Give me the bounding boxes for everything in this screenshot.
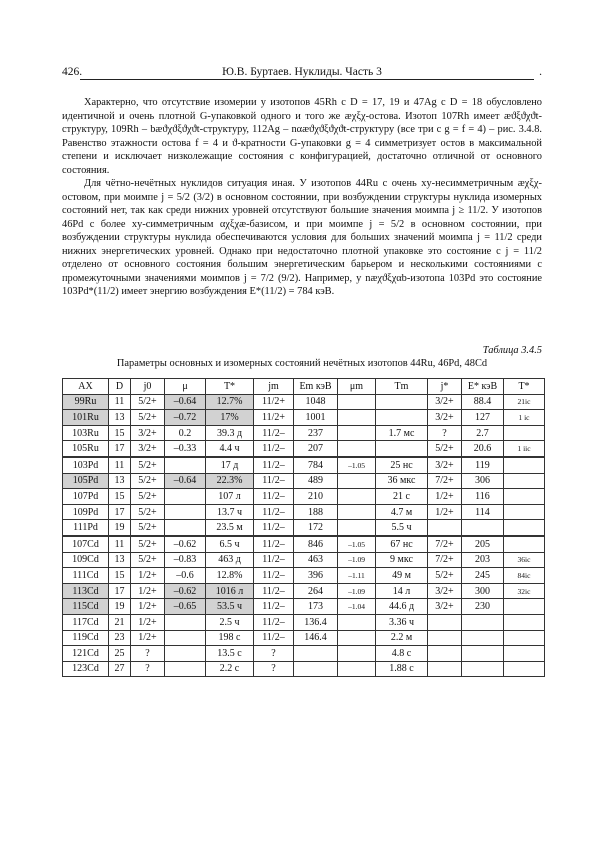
table-header-row <box>63 379 545 395</box>
table-cell: 207 <box>294 441 338 457</box>
table-cell: 136.4 <box>294 614 338 630</box>
table-cell <box>165 457 206 473</box>
table-cell: 4.4 ч <box>206 441 254 457</box>
paragraph-1: Характерно, что отсутствие изомерии у изотопов 45Rh с D = 17, 19 и 47Ag с D = 18 обусловлено идентичной и очень плотной G-упаковкой одного и того же æχξχ-остова. Изотоп 107Rh имеет æϑξϑχϑt-структуру, 109Rh – bæϑχϑξϑχϑt-структуру, 112Ag – nαæϑχϑξϑχϑt-структуру (все три с g = f = 4) – рис. 3.4.8. Равенство этажности остова f = 4 и ϑ-кратности G-упаковки g = 4 симметризует остов в максимальной степени и исключает низколежащие состояния с конфигурацией, достаточно отличной от основного состояния. <box>62 97 542 176</box>
table-cell: 205 <box>462 536 504 552</box>
table-cell: 3/2+ <box>428 394 462 410</box>
table-cell: 11/2– <box>254 473 294 489</box>
table-cell <box>165 630 206 646</box>
table-cell <box>338 630 376 646</box>
table-cell: 17% <box>206 410 254 426</box>
table-cell <box>294 646 338 662</box>
table-cell: 3/2+ <box>428 457 462 473</box>
table-row <box>63 646 545 662</box>
table-cell: 784 <box>294 457 338 473</box>
table-cell: 203 <box>462 552 504 568</box>
table-cell <box>504 504 545 520</box>
col-header: T* <box>206 379 254 395</box>
table-row <box>63 489 545 505</box>
table-cell: 11/2– <box>254 520 294 536</box>
table-cell: 3/2+ <box>131 425 165 441</box>
table-cell: 39.3 д <box>206 425 254 441</box>
table-row <box>63 457 545 473</box>
table-cell: 109Cd <box>63 552 109 568</box>
table-row <box>63 599 545 615</box>
table-cell <box>428 661 462 677</box>
table-cell: 3/2+ <box>428 599 462 615</box>
table-cell: –0.64 <box>165 473 206 489</box>
table-cell: 396 <box>294 568 338 584</box>
table-cell: 4.7 м <box>376 504 428 520</box>
col-header: j* <box>428 379 462 395</box>
table-cell: ? <box>131 646 165 662</box>
col-header: μm <box>338 379 376 395</box>
table-cell: 13.7 ч <box>206 504 254 520</box>
table-cell: ? <box>254 646 294 662</box>
table-cell: 489 <box>294 473 338 489</box>
table-cell <box>376 410 428 426</box>
table-cell: 11 <box>109 536 131 552</box>
table-cell: –1.09 <box>338 552 376 568</box>
table-cell: 17 <box>109 583 131 599</box>
table-cell: –0.62 <box>165 583 206 599</box>
table-cell: 13 <box>109 410 131 426</box>
table-cell: 463 <box>294 552 338 568</box>
col-header: Tm <box>376 379 428 395</box>
table-cell: 1/2+ <box>131 599 165 615</box>
table-row <box>63 552 545 568</box>
table-cell <box>504 489 545 505</box>
table-cell: 107Cd <box>63 536 109 552</box>
table-cell: 11/2– <box>254 583 294 599</box>
table-cell <box>504 473 545 489</box>
table-cell: 1/2+ <box>131 630 165 646</box>
table-cell: 5/2+ <box>131 504 165 520</box>
table-cell: 5/2+ <box>131 552 165 568</box>
table-cell: 13 <box>109 473 131 489</box>
table-cell: 84ic <box>504 568 545 584</box>
table-cell: –1.05 <box>338 536 376 552</box>
table-cell: 7/2+ <box>428 536 462 552</box>
table-row <box>63 394 545 410</box>
table-cell: 5.5 ч <box>376 520 428 536</box>
table-cell: 103Pd <box>63 457 109 473</box>
table-cell: 11/2– <box>254 457 294 473</box>
table-cell <box>504 630 545 646</box>
table-cell: 17 д <box>206 457 254 473</box>
table-cell: 23.5 м <box>206 520 254 536</box>
table-cell <box>338 646 376 662</box>
table-cell: 11/2– <box>254 630 294 646</box>
table-row <box>63 473 545 489</box>
table-cell: 1/2+ <box>428 489 462 505</box>
table-cell: –0.33 <box>165 441 206 457</box>
table-cell: 11/2– <box>254 614 294 630</box>
table-cell: –1.09 <box>338 583 376 599</box>
table-cell: 115Cd <box>63 599 109 615</box>
table-cell: –0.64 <box>165 394 206 410</box>
table-cell: 306 <box>462 473 504 489</box>
table-cell: 107 л <box>206 489 254 505</box>
table-cell <box>338 425 376 441</box>
table-cell: 119Cd <box>63 630 109 646</box>
table-cell: 103Ru <box>63 425 109 441</box>
table-cell: 36 мкс <box>376 473 428 489</box>
table-cell: 9 мкс <box>376 552 428 568</box>
paragraph-2: Для чётно-нечётных нуклидов ситуация иная. У изотопов 44Ru с очень xy-несимметричным æχξχ-остовом, при моимпе j = 5/2 (3/2) в основном состоянии, при возбуждении структуры нуклида изомерных состояний нет, так как среди нижних уровней отсутствуют большие значения моимпа j ≥ 11/2. У изотопов 46Pd с более xy-симметричным αχξχæ-базисом, и при моимпе j = 5/2 в основном состоянии, при возбуждении структуры нуклида обеспечиваются условия для больших значений моимпа j = 11/2 среди нижних энергетических уровней. Однако при недостаточно плотной упаковке это состояние с j = 11/2 отделено от основного состояния большим энергетическим барьером и несколькими состояниями с промежуточными значениями моимпов j = 7/2 (9/2). Например, у næχϑξχαb-изотопа 103Pd это состояние 103Pd*(11/2) имеет энергию возбуждения E*(11/2) = 784 кэВ. <box>62 178 542 297</box>
table-cell: 6.5 ч <box>206 536 254 552</box>
table-row <box>63 583 545 599</box>
table-cell: 300 <box>462 583 504 599</box>
table-cell: 1.88 с <box>376 661 428 677</box>
table-cell <box>338 441 376 457</box>
table-cell: 172 <box>294 520 338 536</box>
table-cell: 109Pd <box>63 504 109 520</box>
table-cell <box>462 630 504 646</box>
table-cell: 17 <box>109 504 131 520</box>
table-cell: 2.2 с <box>206 661 254 677</box>
table-cell: 5/2+ <box>131 536 165 552</box>
table-cell: 5/2+ <box>131 489 165 505</box>
table-cell: 23 <box>109 630 131 646</box>
table-cell: 49 м <box>376 568 428 584</box>
table-cell <box>165 646 206 662</box>
table-cell: 88.4 <box>462 394 504 410</box>
table-cell <box>428 520 462 536</box>
table-body <box>63 394 545 677</box>
table-cell: –0.6 <box>165 568 206 584</box>
table-cell: –0.62 <box>165 536 206 552</box>
col-header: AX <box>63 379 109 395</box>
table-cell: 11/2– <box>254 504 294 520</box>
table-cell: 1.7 мс <box>376 425 428 441</box>
table-cell: 123Cd <box>63 661 109 677</box>
table-cell: ? <box>254 661 294 677</box>
table-cell: 5/2+ <box>428 568 462 584</box>
table-cell: 2.2 м <box>376 630 428 646</box>
table-cell: 36ic <box>504 552 545 568</box>
table-cell: 1 ic <box>504 410 545 426</box>
table-cell: 17 <box>109 441 131 457</box>
table-cell <box>338 520 376 536</box>
table-cell: 264 <box>294 583 338 599</box>
table-cell: 117Cd <box>63 614 109 630</box>
table-cell: 5/2+ <box>428 441 462 457</box>
table-cell: 15 <box>109 489 131 505</box>
table-cell: 1/2+ <box>428 504 462 520</box>
table-cell: 237 <box>294 425 338 441</box>
isomer-table <box>62 378 545 677</box>
table-cell: 210 <box>294 489 338 505</box>
table-cell: 1048 <box>294 394 338 410</box>
table-cell: 11/2– <box>254 425 294 441</box>
table-cell: 25 <box>109 646 131 662</box>
table-cell: 5/2+ <box>131 410 165 426</box>
table-cell: 11/2– <box>254 568 294 584</box>
table-cell: 463 д <box>206 552 254 568</box>
table-cell: 105Ru <box>63 441 109 457</box>
table-cell: 53.5 ч <box>206 599 254 615</box>
table-row <box>63 410 545 426</box>
table-cell: 21 с <box>376 489 428 505</box>
table-cell: 1/2+ <box>131 583 165 599</box>
table-cell: 107Pd <box>63 489 109 505</box>
table-cell: 11/2– <box>254 599 294 615</box>
body-text <box>62 96 542 299</box>
table-cell: 113Cd <box>63 583 109 599</box>
table-cell <box>338 614 376 630</box>
table-cell: 245 <box>462 568 504 584</box>
table-cell: 146.4 <box>294 630 338 646</box>
table-cell: 21 <box>109 614 131 630</box>
table-cell: 105Pd <box>63 473 109 489</box>
table-cell: 127 <box>462 410 504 426</box>
table-cell <box>338 410 376 426</box>
table-row <box>63 614 545 630</box>
table-cell: 11/2+ <box>254 410 294 426</box>
table-caption: Параметры основных и изомерных состояний нечётных изотопов 44Ru, 46Pd, 48Cd <box>116 358 488 369</box>
table-cell: 101Ru <box>63 410 109 426</box>
col-header: D <box>109 379 131 395</box>
table-cell: 114 <box>462 504 504 520</box>
table-cell: 13.5 с <box>206 646 254 662</box>
table-cell: 21ic <box>504 394 545 410</box>
table-cell: 11/2– <box>254 552 294 568</box>
running-header <box>62 66 542 82</box>
table-cell: 12.7% <box>206 394 254 410</box>
table-cell: 5/2+ <box>131 394 165 410</box>
table-cell: –1.05 <box>338 457 376 473</box>
table-cell: 173 <box>294 599 338 615</box>
col-header: T* <box>504 379 545 395</box>
table-cell: 846 <box>294 536 338 552</box>
table-cell: 99Ru <box>63 394 109 410</box>
table-cell <box>504 614 545 630</box>
table-cell: 111Pd <box>63 520 109 536</box>
table-cell: 19 <box>109 520 131 536</box>
table-cell <box>338 473 376 489</box>
table-cell <box>294 661 338 677</box>
table-cell: 22.3% <box>206 473 254 489</box>
table-cell <box>165 504 206 520</box>
table-cell: 11 <box>109 457 131 473</box>
table-cell: –0.83 <box>165 552 206 568</box>
table-cell: 5/2+ <box>131 520 165 536</box>
table-cell <box>504 425 545 441</box>
table-row <box>63 568 545 584</box>
table-cell: 11/2– <box>254 536 294 552</box>
table-cell: 230 <box>462 599 504 615</box>
table-row <box>63 441 545 457</box>
page-number: 426. <box>62 66 83 78</box>
header-rule <box>80 79 534 80</box>
table-cell: 3/2+ <box>428 410 462 426</box>
col-header: E* кэВ <box>462 379 504 395</box>
table-row <box>63 630 545 646</box>
table-cell <box>338 504 376 520</box>
col-header: Em кэВ <box>294 379 338 395</box>
table-row <box>63 504 545 520</box>
table-cell <box>504 599 545 615</box>
table-cell <box>504 520 545 536</box>
table-cell: 188 <box>294 504 338 520</box>
table-cell: 1 iic <box>504 441 545 457</box>
table-cell <box>504 661 545 677</box>
table-cell: 121Cd <box>63 646 109 662</box>
table-cell: 3/2+ <box>131 441 165 457</box>
table-cell <box>376 441 428 457</box>
table-cell <box>504 646 545 662</box>
table-cell: 44.6 д <box>376 599 428 615</box>
table-cell: 11/2+ <box>254 394 294 410</box>
table-cell <box>428 614 462 630</box>
table-cell <box>165 661 206 677</box>
table-row <box>63 520 545 536</box>
table-cell: ? <box>428 425 462 441</box>
table-cell: 15 <box>109 425 131 441</box>
table-cell: 1001 <box>294 410 338 426</box>
table-cell: 11/2– <box>254 441 294 457</box>
table-cell: 11 <box>109 394 131 410</box>
table-cell: 11/2– <box>254 489 294 505</box>
table-cell <box>462 520 504 536</box>
table-cell: –1.04 <box>338 599 376 615</box>
table-cell: –0.65 <box>165 599 206 615</box>
table-cell <box>338 489 376 505</box>
table-cell: 12.8% <box>206 568 254 584</box>
table-cell <box>428 646 462 662</box>
table-cell: 4.8 с <box>376 646 428 662</box>
table-cell <box>462 661 504 677</box>
table-cell <box>462 646 504 662</box>
table-cell: 119 <box>462 457 504 473</box>
table-row <box>63 661 545 677</box>
table-cell: –0.72 <box>165 410 206 426</box>
col-header: jm <box>254 379 294 395</box>
table-cell: 7/2+ <box>428 552 462 568</box>
table-cell: –1.11 <box>338 568 376 584</box>
table-cell: 111Cd <box>63 568 109 584</box>
table-cell: 2.5 ч <box>206 614 254 630</box>
table-cell: 116 <box>462 489 504 505</box>
table-cell: 5/2+ <box>131 457 165 473</box>
table-cell: 5/2+ <box>131 473 165 489</box>
table-cell <box>504 457 545 473</box>
table-cell: 7/2+ <box>428 473 462 489</box>
table-row <box>63 425 545 441</box>
table-cell: 14 л <box>376 583 428 599</box>
table-row <box>63 536 545 552</box>
table-cell: 67 нс <box>376 536 428 552</box>
table-cell <box>338 661 376 677</box>
table-cell: 0.2 <box>165 425 206 441</box>
table-cell <box>165 520 206 536</box>
table-label: Таблица 3.4.5 <box>482 345 542 356</box>
table-cell: 15 <box>109 568 131 584</box>
table-cell: 32ic <box>504 583 545 599</box>
table-cell: 1/2+ <box>131 614 165 630</box>
table-cell <box>504 536 545 552</box>
table-cell: 1/2+ <box>131 568 165 584</box>
table-cell: 3.36 ч <box>376 614 428 630</box>
table-cell: 198 с <box>206 630 254 646</box>
table-cell: 19 <box>109 599 131 615</box>
table-cell: 13 <box>109 552 131 568</box>
col-header: j0 <box>131 379 165 395</box>
table-cell: 20.6 <box>462 441 504 457</box>
table-cell <box>428 630 462 646</box>
col-header: μ <box>165 379 206 395</box>
table-cell <box>338 394 376 410</box>
table-cell: 3/2+ <box>428 583 462 599</box>
table-cell <box>165 489 206 505</box>
table-cell <box>165 614 206 630</box>
table-cell: 25 нс <box>376 457 428 473</box>
table-cell: ? <box>131 661 165 677</box>
table-cell <box>376 394 428 410</box>
table-cell: 27 <box>109 661 131 677</box>
table-cell <box>462 614 504 630</box>
table-cell: 2.7 <box>462 425 504 441</box>
running-title: Ю.В. Буртаев. Нуклиды. Часть 3 <box>222 66 382 78</box>
header-end-mark: . <box>539 66 542 78</box>
table-cell: 1016 л <box>206 583 254 599</box>
